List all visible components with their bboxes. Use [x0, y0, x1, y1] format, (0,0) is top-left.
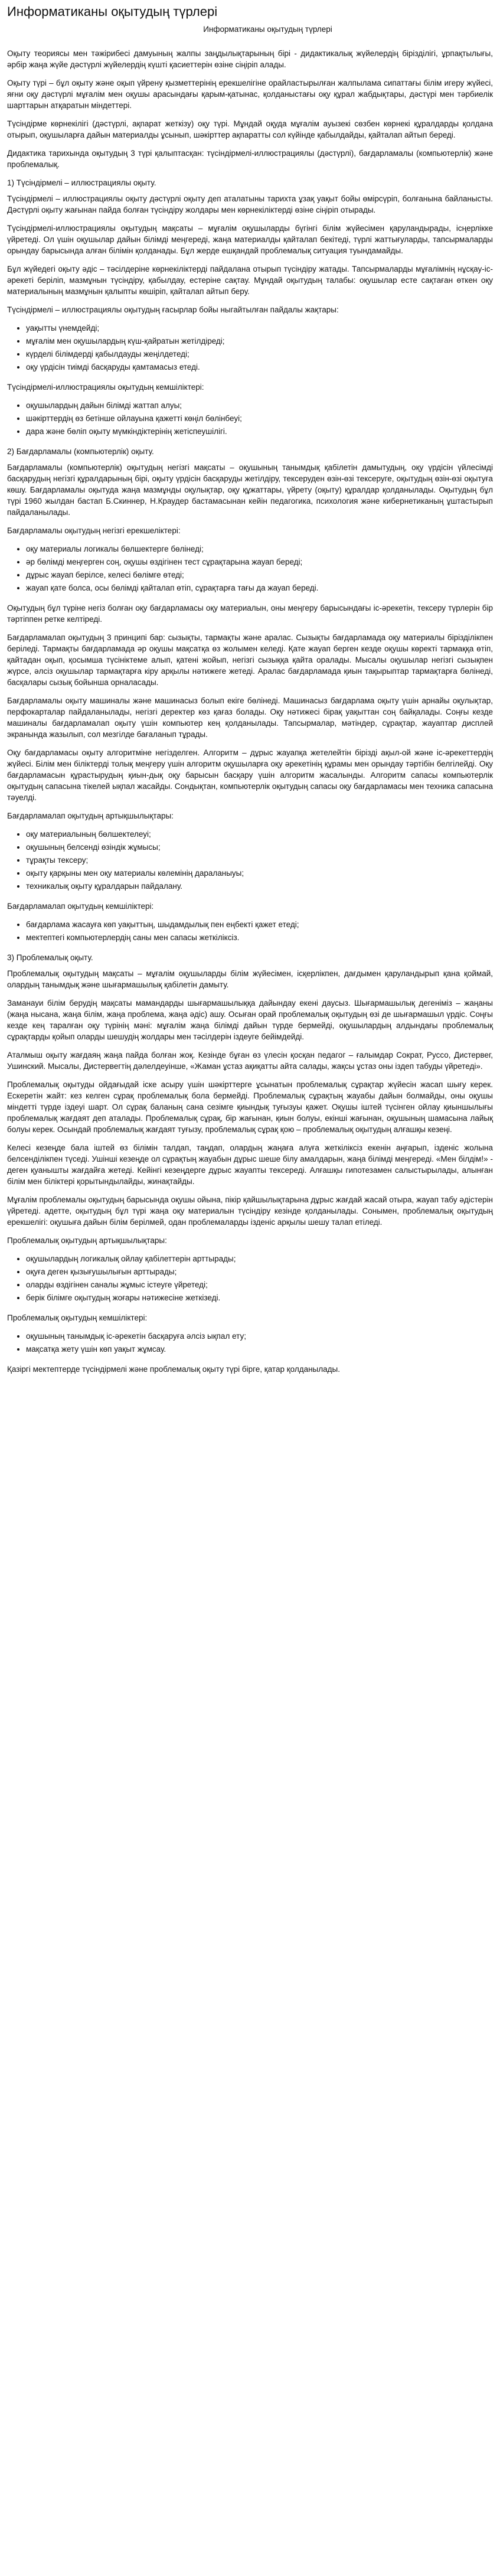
- paragraph: Бағдарламалап оқытудың артықшылықтары:: [7, 811, 174, 820]
- paragraph: Түсіндірмелі – иллюстрациялы оқытудың ғасырлар бойы ныгайтылған пайдалы жақтары:: [7, 305, 339, 314]
- paragraph: Оқытудың бұл түріне негіз болған оқу бағдарламасы оқу материалын, оны меңгеру барысындағы іс-əрекетін, тексеру түрлерін бір тәртіппен ретке келтіреді.: [7, 604, 493, 624]
- section-heading: 2) Бағдарламалы (компьютерлік) оқыту.: [7, 447, 154, 456]
- bullet-list: [7, 1253, 493, 1305]
- list-item: • оқу материалы логикалы бөлшектерге бөлінеді;: [26, 543, 493, 556]
- list-item: • оқушылардың дайын білімді жаттап алуы;: [26, 400, 493, 413]
- document-body: [7, 48, 493, 1375]
- paragraph: Қазіргі мектептерде түсіндірмелі жəне проблемалық оқыту түрі бірге, қатар қолданылады.: [7, 1365, 340, 1374]
- list-item: • әр бөлімді меңгерген соң, оқушы өздігінен тест сұрақтарына жауап береді;: [26, 556, 493, 569]
- bullet-list: [7, 1331, 493, 1357]
- paragraph: Келесі кезеңде бала іштей өз білімін талдап, таңдап, олардың жаңаға алуға жеткіліксіз екенін аңғарып, ізденіс жолына белсенділікпен түседі. Ушінші кезеңде ол сұрақтың жауабын дұрыс шеше білу амалдарын, жаңа білімді меңгереді. «Мен білдім!» - деген қуанышты жағдайға жетеді. Кейінгі кезеңдерге дұрыс жауапты тексереді. Алғашқы гипотезамен салыстырылады, алынған білім мен біліктері қорытындылайды, жинақтайды.: [7, 1143, 493, 1186]
- list-item: • оқушының белсенді өзіндік жұмысы;: [26, 842, 493, 855]
- list-item: • оқу материалының бөлшектелеуі;: [26, 829, 493, 842]
- paragraph: Оқу бағдарламасы оқыту алгоритміне негізделген. Алгоритм – дұрыс жауапқа жетелейтін бірізді ақыл-ой жəне іс-əрекеттердің жүйесі. Білім мен біліктерді толық меңгеру үшін алгоритм оқушыларға оқу əрекетінің құрамы мен орындау тəртібін белгілейді. Оқу бағдарламасын құрастырудың қиын-дық оқу барысын басқару үшін алгоритм жасалынды. Алгоритм сапасы компьютерлік оқытудың сапасына тікелей ықпал жасайды. Сондықтан, компьютерлік оқытудың сапасы оқу бағдарламасы мен техника сапасына тəуелді.: [7, 748, 493, 802]
- paragraph: Заманауи білім берудің мақсаты мамандарды шығармашылыққа дайындау екені даусыз. Шығармашылық дегеніміз – жаңаны (жаңа нысана, жаңа білім, жаңа проблема, жаңа әдіс) ашу. Осыған орай проблемалық оқытудың өзі де шығармашыл үрдіс. Соңғы кезде кең таралған оқу түрінің мəні: мұғалім жаңа білімді дайын түрде бермейді, оқушылардың алдындағы проблемалық сұрақтарды қойып оларды шешудің жолдары мен тəсілдерін іздеуге бейімдейді.: [7, 999, 493, 1041]
- paragraph: Бағдарламалап оқытудың кемшіліктері:: [7, 902, 154, 911]
- paragraph: Проблемалық оқытудың мақсаты – мұғалім оқушыларды білім жүйесімен, ісқерлікпен, дағдымен қаруландырып қана қоймай, олардың танымдық жəне шығармашылық қабілетін дамыту.: [7, 969, 493, 989]
- paragraph: Проблемалық оқытудың кемшіліктері:: [7, 1313, 148, 1322]
- paragraph: Түсіндірмелі-иллюстрациялы оқытудың мақсаты – мұғалім оқушыларды бүгінгі білім жүйесімен қаруландырады, ісңерлікке үйретеді. Ол үшін оқушылар дайын білімді меңгереді, жаңа материалды қайталап бекітеді, түрлі жаттығуларды, тапсырмаларды орындау барысында алған білімін қолданады. Бұл жерде ешқандай проблемалық ситуация туындамайды.: [7, 224, 493, 255]
- list-item: • жауап қате болса, осы бөлімді қайталап өтіп, сұрақтарға тағы да жауап береді.: [26, 582, 493, 595]
- paragraph: Түсіндірме көрнекілігі (дəстүрлі, ақпарат жеткізу) оқу түрі. Мұндай оқуда мұғалім ауызекі сөзбен көрнекі құралдарды қолдана отырып, оқушыларға дайын материалды ұсынып, шәкірттер ақпаратты сол күйінде қабылдайды, қайталап айтып береді.: [7, 119, 493, 139]
- paragraph: Бағдарламалы оқыту машиналы жəне машинасыз болып екіге бөлінеді. Машинасыз бағдарлама оқыту үшін арнайы оқулықтар, перфокарталар пайдаланылады, негізгі деректер көз қағаз болады. Оқу нəтижесі бірақ уақыттан соң байқалады. Соңғы кезде машиналы бағдарламалап оқыту үшін компьютер кең қолданылады. Тапсырмалар, мəтіндер, сұрақтар, жауаптар дисплей экранында жазылып, сол мезгілде бағаланып тұрады.: [7, 696, 493, 739]
- paragraph: Аталмыш оқыту жағдаяң жаңа пайда болған жоқ. Кезінде бұған өз үлесін қосқан педагог – ғалымдар Сократ, Руссо, Дистервег, Ушинский. Мысалы, Дистервегтің дəлелдеуінше, «Жаман ұстаз ақиқатты айта салады, жақсы ұстаз оны іздеп табуды үйретеді».: [7, 1051, 493, 1071]
- section-heading: 1) Түсіндірмелі – иллюстрациялы оқыту.: [7, 178, 156, 187]
- list-item: • оқу үрдісін тиімді басқаруды қамтамасыз етеді.: [26, 361, 493, 374]
- list-item: • бағдарлама жасауға көп уақыттың, шыдамдылық пен еңбекті қажет етеді;: [26, 919, 493, 932]
- paragraph: Мұғалім проблемалы оқытудың барысында оқушы ойына, пікір қайшылықтарына дұрыс жағдай жасай отыра, жауап табу әдістерін үйретеді. адетте, оқытудың бұл түрі жаңа оқу материалын түсіндіру кезінде қолданылады. Сонымен, проблемалық оқытудың ерекшелігі: оқушыға дайын білім берілмей, одан проблемаларды ізденіс арқылы шешу талап етіледі.: [7, 1195, 493, 1227]
- page-title: Информатиканы оқытудың түрлері: [7, 4, 218, 19]
- list-item: • техникалық оқыту құралдарын пайдалану.: [26, 881, 493, 894]
- paragraph: Бұл жүйедегі оқыту әдіс – тəсілдеріне көрнекіліктерді пайдалана отырып түсіндіру жатады. Тапсырмаларды мұғалімнің нұсқау-іс-əрекеті беріліп, мазмұнын түсіндіру, қабылдау, естеріне сақтау. Мұндай оқытудың талабы: оқушылар есте сақтаған өткен оқу материалының мазмұнын қалыпты көшіріп, қайталап айтып беру.: [7, 265, 493, 296]
- list-item: • күрделі білімдерді қабылдауды жеңілдетеді;: [26, 348, 493, 361]
- paragraph: Оқыту теориясы мен тәжірибесі дамуының жалпы заңдылықтарының бірі - дидактикалық жүйелердің бірізділігі, ұрпақтылығы, әрбір жаңа жүйе дәстүрлі жүйелердің күшті қасиеттерін өзіне сіңіріп алады.: [7, 49, 493, 69]
- list-item: • оқушылардың логикалық ойлау қабілеттерін арттырады;: [26, 1253, 493, 1266]
- list-item: • уақытты үнемдейді;: [26, 322, 493, 335]
- paragraph: Бағдарламалы оқытудың негізгі ерекшеліктері:: [7, 526, 181, 535]
- bullet-list: [7, 322, 493, 374]
- bullet-list: [7, 919, 493, 945]
- list-item: • оларды өздігінен саналы жұмыс істеуге үйретеді;: [26, 1279, 493, 1292]
- list-item: • оқуға деген қызығушылығын арттырады;: [26, 1266, 493, 1279]
- list-item: • шәкірттердің өз бетінше ойлауына қажетті көңіл бөлінбеуі;: [26, 413, 493, 426]
- list-item: • оқыту қарқыны мен оқу материалы көлемінің дараланыуы;: [26, 868, 493, 881]
- bullet-list: [7, 543, 493, 595]
- page-subtitle: Информатиканы оқытудың түрлері: [203, 25, 332, 34]
- paragraph: Проблемалық оқытудың артықшылықтары:: [7, 1236, 167, 1245]
- paragraph: Түсіндірмелі – иллюстрациялы оқыту дəстүрлі оқыту деп аталатыны тарихта ұзақ уақыт бойы өмірсүріп, болғанына байланысты. Дәстүрлі оқыту жағынан пайда болған түсіндіру жолдары мен көрнекіліктерді өзіне сіңіріп отырады.: [7, 194, 493, 214]
- paragraph: Проблемалық оқытуды ойдағыдай іске асыру үшін шәкірттерге ұсынатын проблемалық сұрақтар жүйесін жасап шығу керек. Ескеретін жайт: кез келген сұрақ проблемалық бола бермейді. Проблемалық сұрақтың жауабы дайын болмайды, оны оқушы міндетті түрде іздеуі шарт. Ол сұрақ баланың сана сезімге қиындық туғызуы қажет. Оқушы іштей түсінген ойлау қиыншылығы проблемалық жағдаят деп аталады. Проблемалық сұрақ, бір жағынан, қиын болуы, екінші жағынан, оқушының шамасына лайық болуы керек. Осындай проблемалық жағдаят туғызу, проблемалық сұрақ қою – проблемалық оқытудың алғашқы кезеңі.: [7, 1080, 493, 1134]
- list-item: • дара жəне бөліп оқыту мүмкіндіктерінің жетіспеушілігі.: [26, 426, 493, 439]
- list-item: • мектептегі компьютерлердің саны мен сапасы жеткіліксіз.: [26, 932, 493, 945]
- paragraph: Бағдарламалап оқытудың 3 принципі бар: сызықты, тармақты жəне аралас. Сызықты бағдарламада оқу материалы бірізділікпен беріледі. Тармақты бағдарламада әр оқушы мақсатқа өз жолымен келеді. Қате жауап берген кезде оқушы көректі тармаққа өтіп, қайтадан оқып, қосымша түсініктеме алып, қатені жойып, негізгі сызыққа қайта оралады. Мысалы оқушылар негізгі сызықпен жүрсе, әлсіз оқушылар тармақтарға кіру арқылы нəтижеге жетеді. Аралас бағдарламада қиын тақырыптар тармақтарға бөлінеді, басқалары сызық бойынша орналасады.: [7, 633, 493, 687]
- list-item: • мұғалім мен оқушылардың күш-қайратын жетілдіреді;: [26, 335, 493, 348]
- paragraph: Оқыту түрі – бұл оқыту жəне оқып үйрену қызметтерінің ерекшелігіне орайластырылған жалпылама сипаттағы білім игеру жүйесі, яғни оқу дәстүрлі мұғалім мен оқушы арасындағы қарым-қатынас, қолданыстағы оқу құрал жабдықтары, дәстүрі мен тәрбиелік шарттарын атқаратын міндеттері.: [7, 79, 493, 110]
- paragraph: Дидактика тарихында оқытудың 3 түрі қалыптасқан: түсіндірмелі-иллюстрациялы (дəстүрлі), бағдарламалы (компьютерлік) жəне проблемалық.: [7, 149, 493, 169]
- list-item: • берік білімге оқытудың жоғары нəтижесіне жеткізеді.: [26, 1292, 493, 1305]
- paragraph: Түсіндірмелі-иллюстрациялы оқытудың кемшіліктері:: [7, 383, 204, 392]
- paragraph: Бағдарламалы (компьютерлік) оқытудың негізгі мақсаты – оқушының танымдық қабілетін дамытудың, оқу үрдісін үйлесімді басқарудың негізгі құралдарының бірі, оқыту үрдісін басқаруды жетілдіру, тексеруден өзін-өзі тексеруге, оқытудың өзін-өзі оқытуға көшу. Бағдарламалы оқытуда жаңа мазмұнды оқулықтар, оқу құжаттары, үйрету (оқыту) құралдар қолданылады. Оқытудың бұл түрі 1960 жылдан бастап Б.Скиннер, Н.Краудер бастамасынан кейін педагогика, психология жəне кибернетиканың ұштастырып пайдаланылады.: [7, 463, 493, 517]
- list-item: • тұрақты тексеру;: [26, 855, 493, 868]
- bullet-list: [7, 400, 493, 439]
- list-item: • оқушының танымдық іс-əрекетін басқаруға әлсіз ықпал ету;: [26, 1331, 493, 1344]
- section-heading: 3) Проблемалық оқыту.: [7, 953, 93, 962]
- list-item: • мақсатқа жету үшін көп уақыт жұмсау.: [26, 1344, 493, 1357]
- bullet-list: [7, 829, 493, 894]
- list-item: • дұрыс жауап берілсе, келесі бөлімге өтеді;: [26, 569, 493, 582]
